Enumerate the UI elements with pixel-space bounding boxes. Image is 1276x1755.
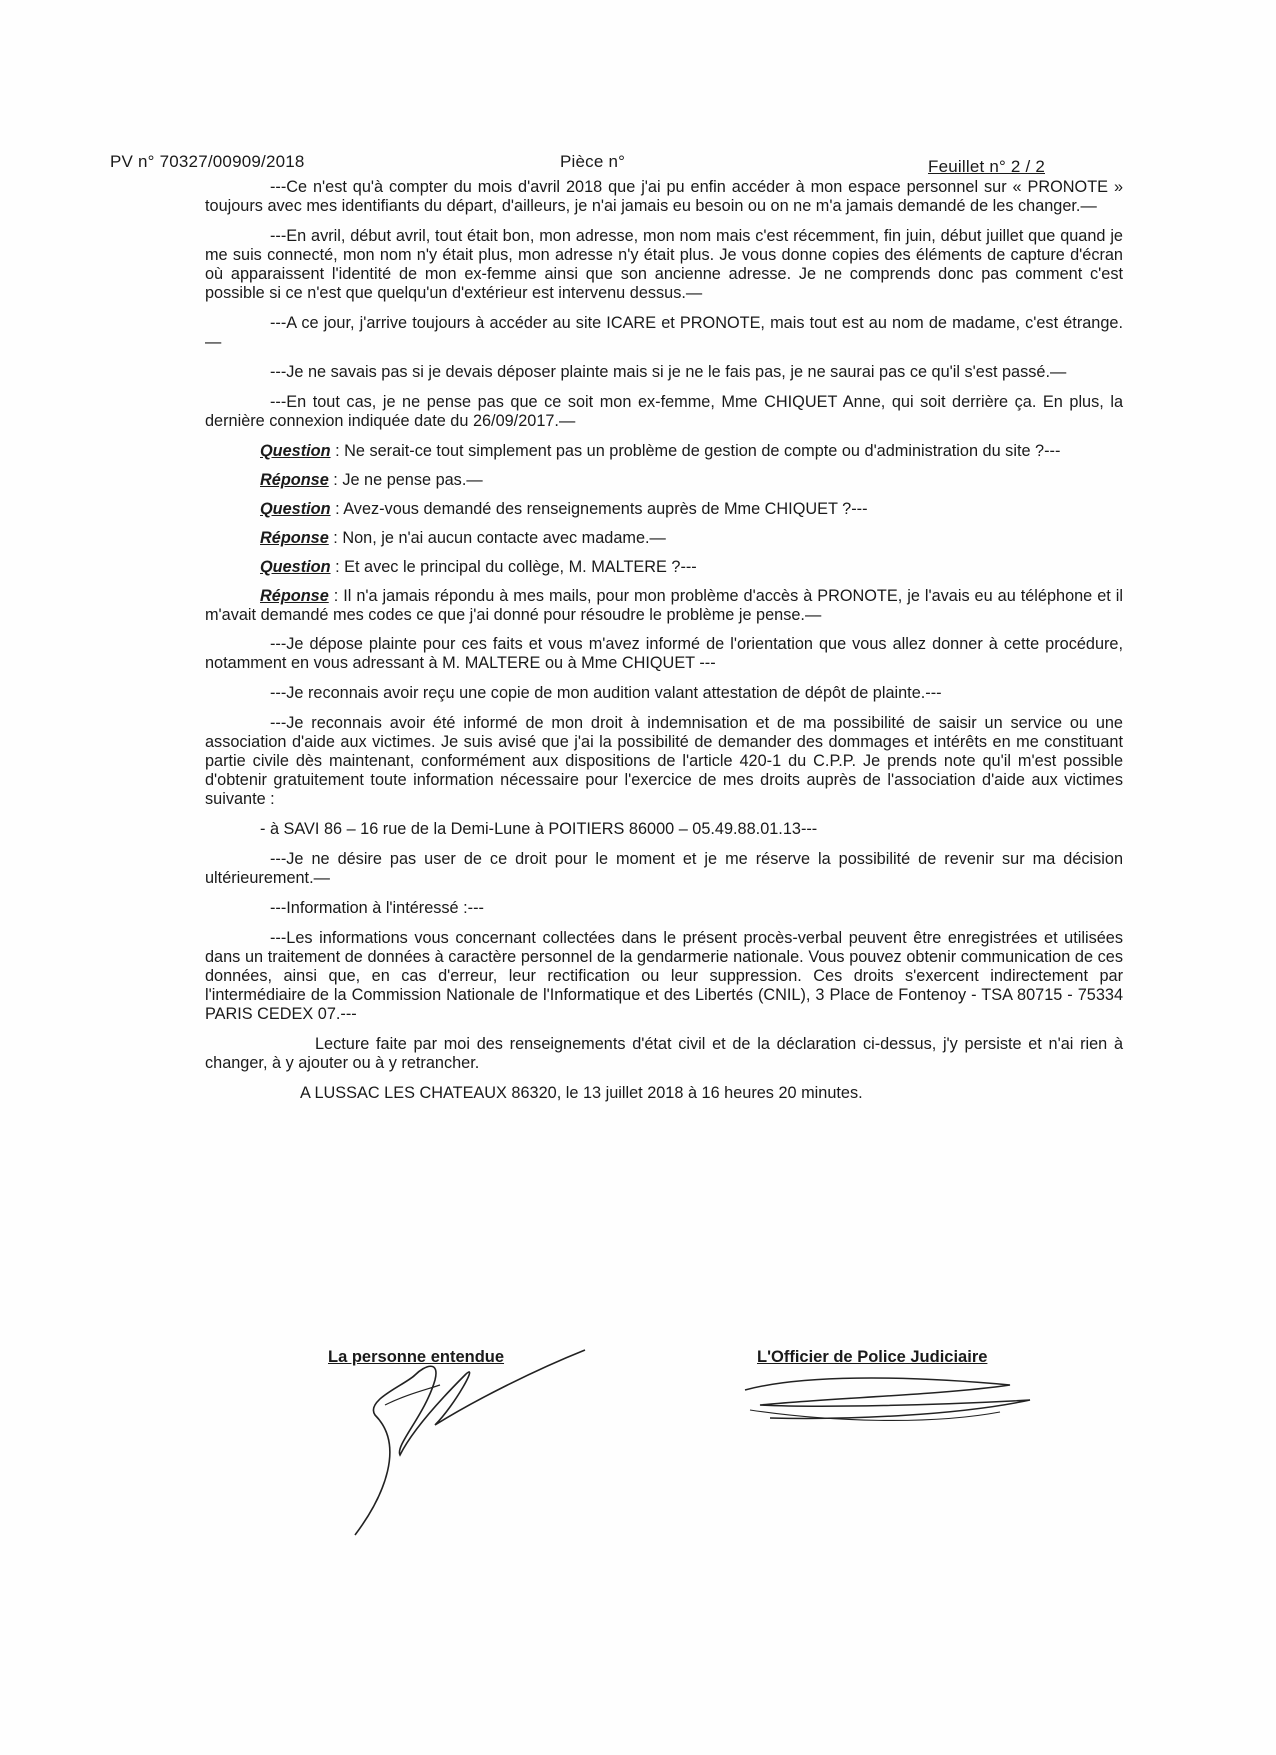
qa-item	[205, 529, 1123, 548]
signature-label-person: La personne entendue	[328, 1348, 505, 1366]
sheet-number: Feuillet n° 2 / 2	[928, 157, 1045, 176]
qa-label: Réponse	[260, 529, 329, 547]
qa-text: : Je ne pense pas.—	[328, 471, 483, 489]
qa-label: Réponse	[260, 587, 329, 605]
qa-text: : Non, je n'ai aucun contacte avec madame.—	[328, 529, 666, 547]
qa-item	[205, 587, 1123, 625]
paragraph: ---Ce n'est qu'à compter du mois d'avril 2018 que j'ai pu enfin accéder à mon espace personnel sur « PRONOTE » toujours avec mes identifiants du départ, d'ailleurs, je n'ai jamais eu besoin ou on ne m'a jamais demandé de les changer.—	[205, 178, 1123, 215]
closing-statement: Lecture faite par moi des renseignements d'état civil et de la déclaration ci-dessus, j'y persiste et n'ai rien à changer, à y ajouter ou à y retrancher.	[205, 1035, 1123, 1072]
qa-text: : Et avec le principal du collège, M. MALTERE ?---	[330, 558, 697, 576]
qa-label: Question	[260, 558, 331, 576]
pv-number: PV n° 70327/00909/2018	[110, 152, 305, 171]
association-address: - à SAVI 86 – 16 rue de la Demi-Lune à POITIERS 86000 – 05.49.88.01.13---	[260, 820, 818, 838]
qa-item	[205, 442, 1123, 461]
paragraph: ---Information à l'intéressé :---	[270, 899, 484, 917]
signature-label-officer: L'Officier de Police Judiciaire	[757, 1348, 988, 1366]
qa-text: : Avez-vous demandé des renseignements auprès de Mme CHIQUET ?---	[330, 500, 868, 518]
paragraph: ---Les informations vous concernant collectées dans le présent procès-verbal peuvent être enregistrées et utilisées dans un traitement de données à caractère personnel de la gendarmerie nationale. Vous pouvez obtenir communication de ces données, ainsi que, en cas d'erreur, leur rectification ou leur suppression. Ces droits s'exercent indirectement par l'intermédiaire de la Commission Nationale de l'Informatique et des Libertés (CNIL), 3 Place de Fontenoy - TSA 80715 - 75334 PARIS CEDEX 07.---	[205, 929, 1123, 1023]
signature-officer	[740, 1370, 1040, 1430]
qa-label: Question	[260, 442, 331, 460]
paragraph: ---Je ne désire pas user de ce droit pour le moment et je me réserve la possibilité de revenir sur ma décision ultérieurement.—	[205, 850, 1123, 887]
qa-item	[205, 471, 1123, 490]
paragraph: ---En tout cas, je ne pense pas que ce soit mon ex-femme, Mme CHIQUET Anne, qui soit derrière ça. En plus, la dernière connexion indiquée date du 26/09/2017.—	[205, 393, 1123, 430]
paragraph: ---Je reconnais avoir reçu une copie de mon audition valant attestation de dépôt de plainte.---	[270, 684, 942, 702]
qa-label: Question	[260, 500, 331, 518]
paragraph: ---Je reconnais avoir été informé de mon droit à indemnisation et de ma possibilité de saisir un service ou une association d'aide aux victimes. Je suis avisé que j'ai la possibilité de demander des dommages et intérêts en me constituant partie civile dès maintenant, conformément aux dispositions de l'article 420-1 du C.P.P. Je prends note qu'il m'est possible d'obtenir gratuitement toute information nécessaire pour l'exercice de mes droits auprès de l'association d'aide aux victimes suivante :	[205, 714, 1123, 808]
paragraph: ---Je dépose plainte pour ces faits et vous m'avez informé de l'orientation que vous allez donner à cette procédure, notamment en vous adressant à M. MALTERE ou à Mme CHIQUET ---	[205, 635, 1123, 672]
place-date: A LUSSAC LES CHATEAUX 86320, le 13 juillet 2018 à 16 heures 20 minutes.	[300, 1084, 863, 1102]
piece-number: Pièce n°	[560, 152, 626, 171]
paragraph: ---En avril, début avril, tout était bon, mon adresse, mon nom mais c'est récemment, fin juin, début juillet que quand je me suis connecté, mon nom n'y était plus, mon adresse n'y était plus. Je vous donne copies des éléments de capture d'écran où apparaissent l'identité de mon ex-femme ainsi que son ancienne adresse. Je ne comprends donc pas comment c'est possible si ce n'est que quelqu'un d'extérieur est intervenu dessus.—	[205, 227, 1123, 302]
qa-text: : Il n'a jamais répondu à mes mails, pour mon problème d'accès à PRONOTE, je l'avais eu au téléphone et il m'avait demandé mes codes ce que j'ai donné pour résoudre le problème je pense.—	[205, 587, 1123, 624]
qa-item	[205, 558, 1123, 577]
qa-item	[205, 500, 1123, 519]
qa-text: : Ne serait-ce tout simplement pas un problème de gestion de compte ou d'administration du site ?---	[330, 442, 1061, 460]
signature-person	[345, 1345, 595, 1545]
paragraph: ---A ce jour, j'arrive toujours à accéder au site ICARE et PRONOTE, mais tout est au nom de madame, c'est étrange.—	[205, 314, 1123, 351]
qa-label: Réponse	[260, 471, 329, 489]
document-body	[205, 178, 1123, 1114]
paragraph: ---Je ne savais pas si je devais déposer plainte mais si je ne le fais pas, je ne saurai pas ce qu'il s'est passé.—	[270, 363, 1067, 381]
